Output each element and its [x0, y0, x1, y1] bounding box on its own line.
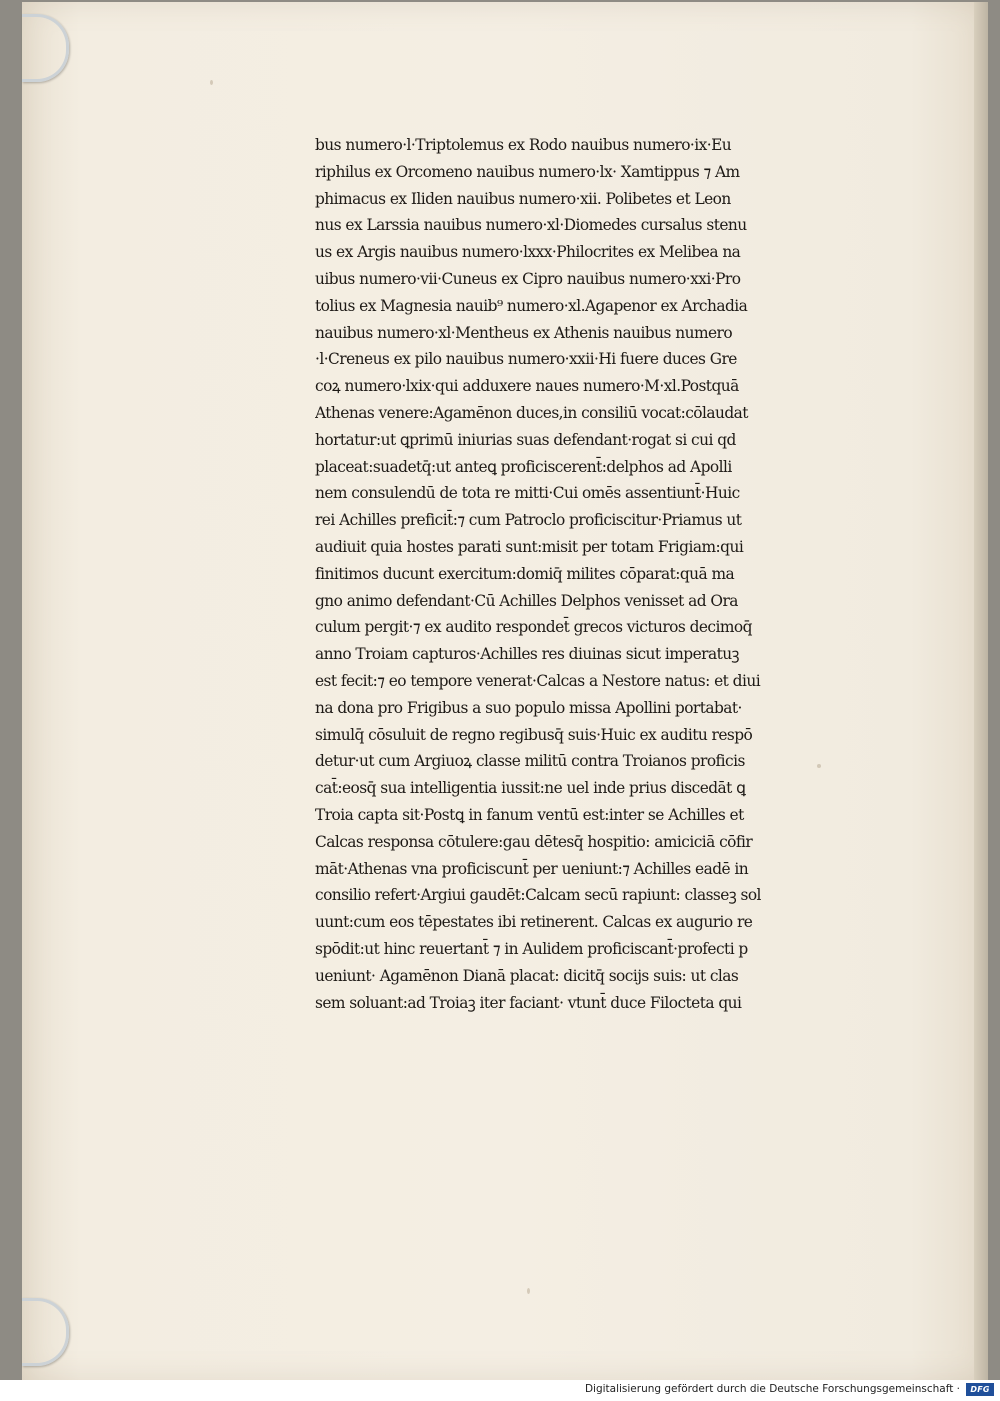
text-line: detur·ut cum Argiuoꝝ classe militū contra Troianos proficis	[315, 752, 745, 771]
text-line: sem soluant:ad Troiaꝫ iter faciant· vtunt̄ duce Filocteta qui	[315, 993, 742, 1012]
text-line: nem consulendū de tota re mitti·Cui omēs assentiunt̄·Huic	[315, 484, 740, 503]
text-line: bus numero·l·Triptolemus ex Rodo nauibus numero·ix·Eu	[315, 136, 732, 154]
text-line: ueniunt· Agamēnon Dianā placat: dicitq̄ socijs suis: ut clas	[315, 966, 739, 985]
text-line: Calcas responsa cōtulere:gau dētesq̄ hospitio: amiciciā cōfir	[315, 832, 753, 851]
text-line: cat̄:eosq̄ sua intelligentia iussit:ne uel inde prius discedāt ꝗ	[315, 779, 746, 798]
text-line: anno Troiam capturos·Achilles res diuinas sicut imperatuꝫ	[315, 645, 739, 664]
text-block	[315, 132, 895, 1016]
text-line: hortatur:ut ꝗprimū iniurias suas defendant·rogat si cui qd	[315, 430, 736, 449]
text-line: rei Achilles preficit̄:⁊ cum Patroclo proficiscitur·Priamus ut	[315, 511, 742, 530]
text-line: uibus numero·vii·Cuneus ex Cipro nauibus numero·xxi·Pro	[315, 269, 741, 288]
footer	[0, 1380, 1000, 1401]
text-line: riphilus ex Orcomeno nauibus numero·lx· Xamtippus ⁊ Am	[315, 162, 740, 181]
text-line: tolius ex Magnesia nauib⁹ numero·xl.Agapenor ex Archadia	[315, 296, 748, 315]
text-line: ·l·Creneus ex pilo nauibus numero·xxii·Hi fuere duces Gre	[315, 350, 737, 369]
text-line: est fecit:⁊ eo tempore venerat·Calcas a Nestore natus: et diui	[315, 671, 761, 690]
text-line: gno animo defendant·Cū Achilles Delphos venisset ad Ora	[315, 591, 738, 610]
book-page	[22, 2, 988, 1380]
text-line: nauibus numero·xl·Mentheus ex Athenis nauibus numero	[315, 323, 733, 342]
text-line: na dona pro Frigibus a suo populo missa Apollini portabat·	[315, 698, 742, 717]
text-line: phimacus ex Iliden nauibus numero·xii. Polibetes et Leon	[315, 189, 731, 208]
dfg-logo-icon: DFG	[966, 1383, 994, 1396]
text-line: culum pergit·⁊ ex audito respondet̄ grecos victuros decimoq̄	[315, 618, 752, 637]
text-line: coꝝ numero·lxix·qui adduxere naues numero·M·xl.Postquā	[315, 377, 739, 396]
footer-credit: Digitalisierung gefördert durch die Deutsche Forschungsgemeinschaft ·	[584, 1383, 960, 1395]
paper-stain	[210, 80, 213, 85]
text-line: placeat:suadetq̄:ut anteꝗ proficiscerent̄:delphos ad Apolli	[315, 457, 732, 476]
text-line: māt·Athenas vna proficiscunt̄ per ueniunt:⁊ Achilles eadē in	[315, 859, 749, 878]
text-line: uunt:cum eos tēpestates ibi retinerent. Calcas ex augurio re	[315, 913, 753, 932]
text-line: Athenas venere:Agamēnon duces,in consiliū vocat:cōlaudat	[315, 403, 748, 422]
text-line: us ex Argis nauibus numero·lxxx·Philocrites ex Melibea na	[315, 243, 741, 262]
text-line: spōdit:ut hinc reuertant̄ ⁊ in Aulidem proficiscant̄·profecti p	[315, 939, 748, 958]
text-line: audiuit quia hostes parati sunt:misit per totam Frigiam:qui	[315, 537, 744, 556]
text-line: finitimos ducunt exercitum:domiq̄ milites cōparat:quā ma	[315, 564, 735, 583]
text-line: nus ex Larssia nauibus numero·xl·Diomedes cursalus stenu	[315, 216, 747, 235]
text-line: Troia capta sit·Postꝗ in fanum ventū est:inter se Achilles et	[315, 805, 744, 824]
text-line: simulq̄ cōsuluit de regno regibusq̄ suis·Huic ex auditu respō	[315, 725, 753, 744]
text-line: consilio refert·Argiui gaudēt:Calcam secū rapiunt: classeꝫ sol	[315, 886, 761, 905]
paper-stain	[527, 1288, 530, 1294]
page-edge	[974, 2, 988, 1380]
